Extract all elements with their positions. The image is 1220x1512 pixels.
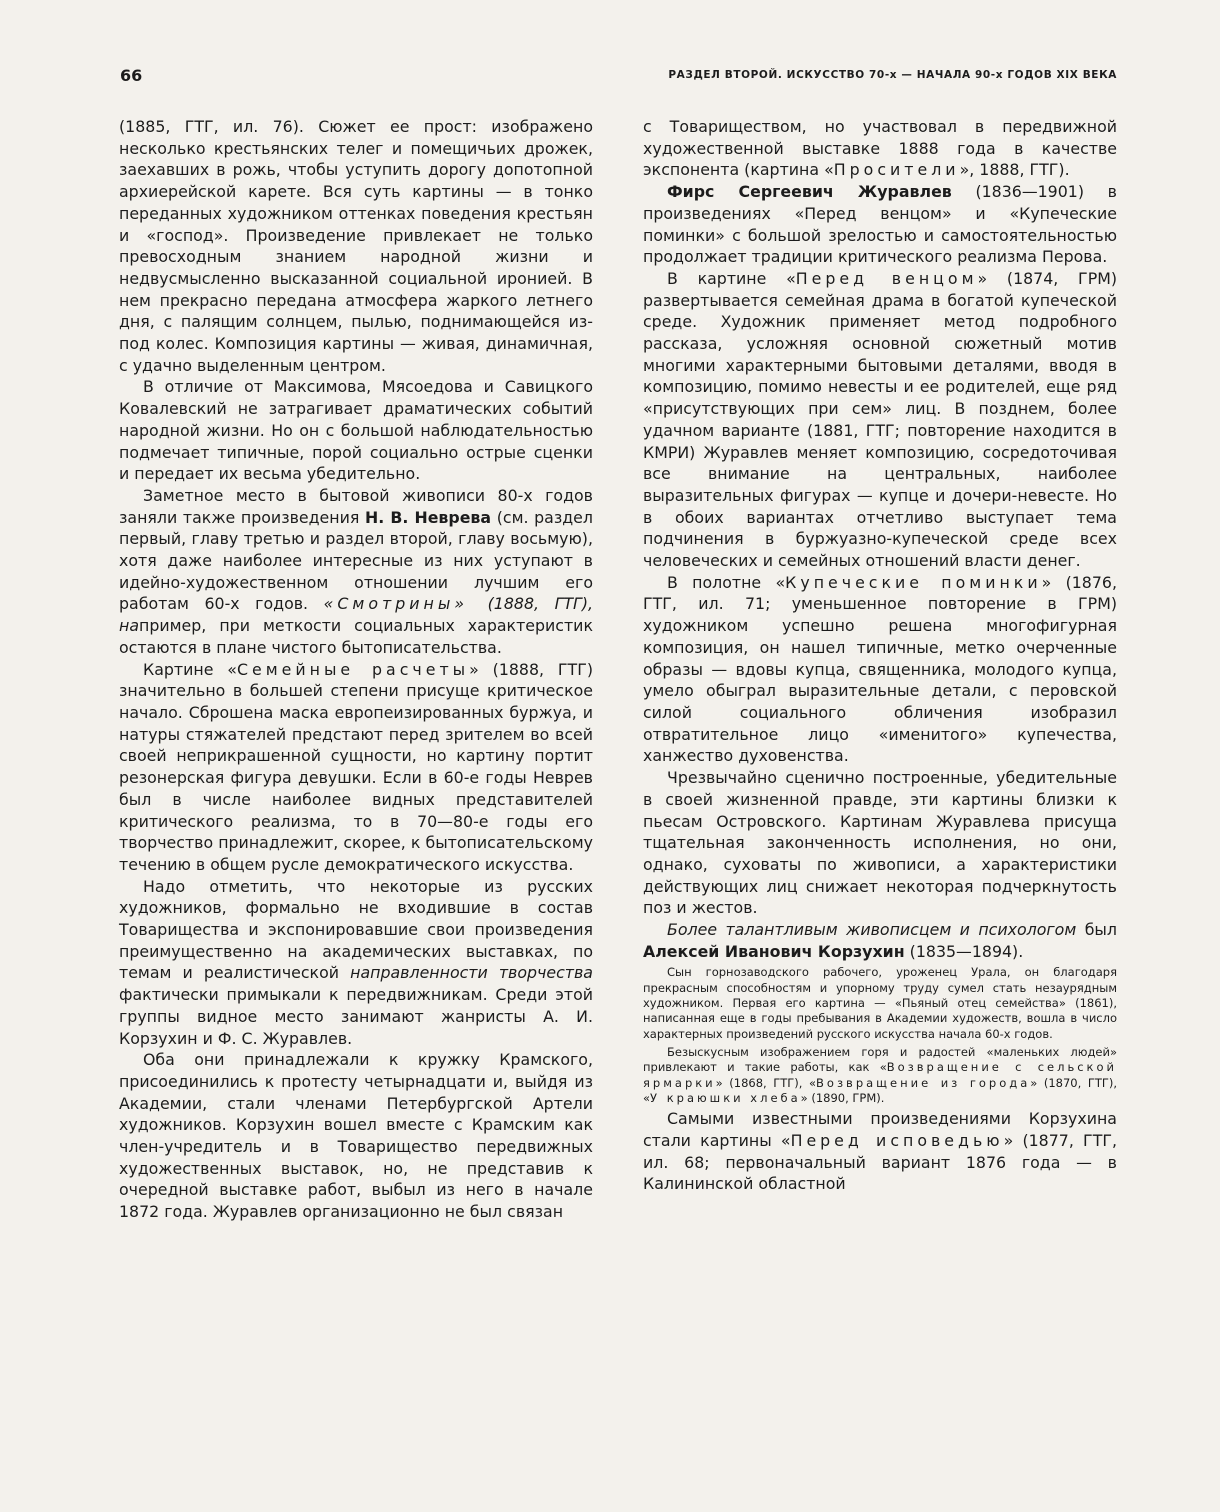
page-number: 66 — [120, 66, 143, 85]
paragraph-text: с Товариществом, но участвовал в передвижной художественной выставке 1888 года в качестве экспонента (картина « — [643, 117, 1117, 180]
paragraph — [643, 919, 1117, 962]
artwork-title: Купеческие поминки — [785, 572, 1042, 592]
left-column — [119, 116, 593, 1223]
italic-text: направленности творчества — [350, 963, 593, 983]
artwork-title: «Смотрины» — [323, 594, 488, 614]
small-print-paragraph — [643, 1045, 1117, 1106]
paragraph — [119, 659, 593, 876]
italic-text: Более талантливым живописцем и психологом — [667, 920, 1077, 940]
artist-name: Фирс Сергеевич Журавлев — [667, 182, 952, 202]
paragraph-text: (1836—1901) в произведениях «Перед венцом» и «Купеческие поминки» с большой зрелостью и самостоятельностью продолжает традиции критического реализма Перова. — [643, 182, 1117, 267]
paragraph-text: В картине « — [667, 268, 796, 288]
paragraph — [119, 376, 593, 485]
paragraph-text: » (1874, ГРМ) развертывается семейная драма в богатой купеческой среде. Художник применяет метод подробного рассказа, усложняя основной сюжетный мотив многими характерными бытовыми деталями, вводя в композицию, помимо невесты и ее родителей, еще ряд «присутствующих при сем» лиц. В позднем, более удачном варианте (1881, ГТГ; повторение находится в КМРИ) Журавлев меняет композицию, сосредоточивая все внимание на центральных, наиболее выразительных фигурах — купце и дочери-невесте. Но в обоих вариантах отчетливо выступает тема подчинения в буржуазно-купеческой среде всех человеческих и семейных отношений власти денег. — [643, 268, 1118, 571]
artist-name: Н. В. Неврева — [365, 507, 492, 527]
italic-text: (1888, ГТГ), на — [119, 594, 594, 636]
artwork-title: Просители — [833, 160, 960, 180]
right-column — [643, 116, 1117, 1195]
paragraph-text: (см. раздел первый, главу третью и раздел второй, главу восьмую), хотя даже наиболее интересные из них уступают в идейно-художественном отношении лучшим его работам 60-х годов. — [119, 507, 593, 614]
paragraph-text: Чрезвычайно сценично построенные, убедительные в своей жизненной правде, эти картины близки к пьесам Островского. Картинам Журавлева присуща тщательная законченность исполнения, но они, однако, суховаты по живописи, а характеристики действующих лиц снижает некоторая подчеркнутость поз и жестов. — [643, 768, 1117, 918]
paragraph-text: В отличие от Максимова, Мясоедова и Савицкого Ковалевский не затрагивает драматических событий народной жизни. Но он с большой наблюдательностью подмечает типичные, порой социально острые сценки и передает их весьма убедительно. — [119, 377, 593, 484]
paragraph-text: фактически примыкали к передвижникам. Среди этой группы видное место занимают жанристы А. И. Корзухин и Ф. С. Журавлев. — [119, 985, 593, 1048]
artwork-title: Возвращение с сельской ярмарки — [643, 1060, 1118, 1090]
paragraph-text: », 1888, ГТГ). — [959, 160, 1070, 180]
paragraph-text: был — [1076, 920, 1118, 940]
small-print-paragraph — [643, 965, 1117, 1041]
paragraph-text: » (1890, ГРМ). — [800, 1090, 885, 1105]
paragraph-text: Картине « — [143, 659, 237, 679]
paragraph-text: » (1876, ГТГ, ил. 71; уменьшенное повторение в ГРМ) художником успешно решена многофигурная композиция, он нашел типичные, метко очерченные образы — вдовы купца, священника, молодого купца, умело обыграл выразительные детали, с перовской силой социального обличения изобразил отвратительное лицо «именитого» купечества, ханжество духовенства. — [643, 572, 1117, 766]
artwork-title: У краюшки хлеба — [650, 1090, 801, 1105]
paragraph-text: » (1868, ГТГ), « — [715, 1075, 817, 1090]
artwork-title: Семейные расчеты — [236, 659, 470, 679]
paragraph-text: » (1877, ГТГ, ил. 68; первоначальный вариант 1876 года — в Калининской областной — [643, 1130, 1117, 1194]
paragraph-text: » (1870, ГТГ), « — [643, 1075, 1118, 1105]
artist-name: Алексей Иванович Корзухин — [643, 941, 905, 961]
paragraph — [119, 1049, 593, 1223]
paragraph-text: В полотне « — [667, 572, 786, 592]
paragraph — [643, 116, 1117, 181]
artwork-title: Перед исповедью — [790, 1130, 1004, 1150]
paragraph-text: Заметное место в бытовой живописи 80-х годов заняли также произведения — [119, 485, 593, 527]
paragraph-text: » (1888, ГТГ) значительно в большей степени присуще критическое начало. Сброшена маска европеизированных буржуа, и натуры стяжателей предстают перед зрителем во всей своей неприкрашенной сущности, но картину портит резонерская фигура девушки. Если в 60-е годы Неврев был в числе наиболее видных представителей критического реализма, то в 70—80-е годы его творчество принадлежит, скорее, к бытописательскому течению в общем русле демократического искусства. — [119, 659, 593, 874]
paragraph — [119, 876, 593, 1050]
paragraph — [643, 1108, 1117, 1195]
artwork-title: Перед венцом — [795, 268, 978, 288]
paragraph — [643, 767, 1117, 919]
paragraph — [643, 268, 1117, 572]
artwork-title: Возвращение из города — [816, 1075, 1031, 1090]
paragraph-text: Самыми известными произведениями Корзухина стали картины « — [643, 1109, 1117, 1150]
paragraph-text: Оба они принадлежали к кружку Крамского, присоединились к протесту четырнадцати и, выйдя из Академии, стали членами Петербургской Артели художников. Корзухин вошел вместе с Крамским как член-учредитель и в Товарищество передвижных художественных выставок, но, не представив к очередной выставке работ, выбыл из него в начале 1872 года. Журавлев организационно не был связан — [119, 1050, 593, 1222]
paragraph-text: Сын горнозаводского рабочего, уроженец Урала, он благодаря прекрасным способностям и упорному труду сумел стать незаурядным художником. Первая его картина — «Пьяный отец семейства» (1861), написанная еще в годы пребывания в Академии художеств, вошла в число характерных произведений русского искусства начала 60-х годов. — [643, 965, 1117, 1041]
running-head: РАЗДЕЛ ВТОРОЙ. ИСКУССТВО 70-х — НАЧАЛА 90-х ГОДОВ XIX ВЕКА — [668, 69, 1117, 81]
paragraph-text: Безыскусным изображением горя и радостей «маленьких людей» привлекают и такие работы, как « — [643, 1044, 1117, 1075]
paragraph-text: пример, при меткости социальных характеристик остаются в плане чистого бытописательства. — [119, 616, 593, 657]
paragraph-text: (1885, ГТГ, ил. 76). Сюжет ее прост: изображено несколько крестьянских телег и помещичьих дрожек, заехавших в рожь, чтобы уступить дорогу допотопной архиерейской карете. Вся суть картины — в тонко переданных художником оттенках поведения крестьян и «господ». Произведение привлекает не только превосходным знанием народной жизни и недвусмысленно высказанной социальной иронией. В нем прекрасно передана атмосфера жаркого летнего дня, с палящим солнцем, пылью, поднимающейся из-под колес. Композиция картины — живая, динамичная, с удачно выделенным центром. — [119, 117, 593, 375]
paragraph-text: (1835—1894). — [904, 941, 1024, 961]
paragraph — [643, 572, 1117, 767]
paragraph — [119, 116, 593, 376]
paragraph — [119, 485, 593, 659]
paragraph-text: Надо отметить, что некоторые из русских художников, формально не входившие в состав Товарищества и экспонировавшие свои произведения преимущественно на академических выставках, по темам и реалистической — [119, 876, 593, 983]
paragraph — [643, 181, 1117, 268]
